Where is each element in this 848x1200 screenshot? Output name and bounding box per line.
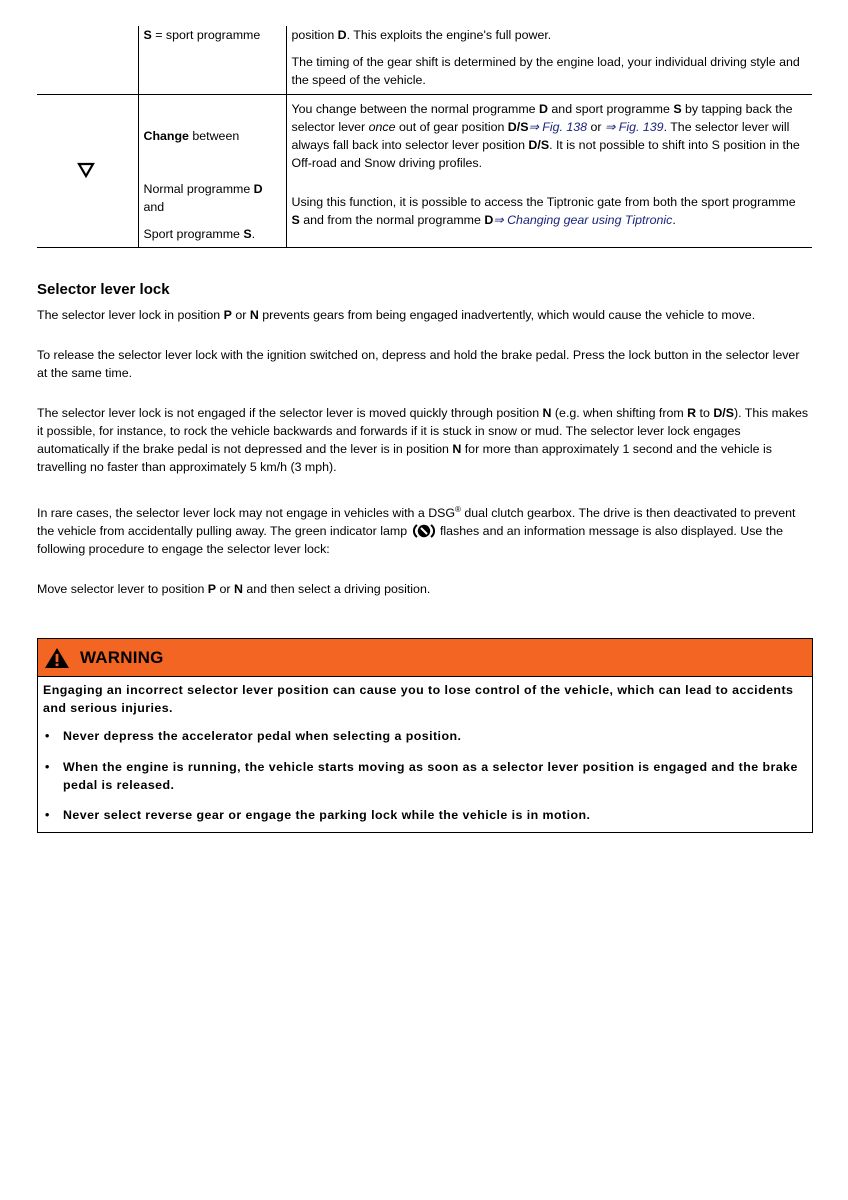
warning-header [38,639,812,677]
warning-intro: Engaging an incorrect selector lever position can cause you to lose control of the vehicle, which can lead to accidents and serious injuries. [43,683,794,715]
selector-lock-indicator-icon [413,522,435,540]
gear-programme-table [37,26,812,248]
change-programme-cell: Change between Normal programme D and Sport programme S. [138,95,286,248]
tiptronic-link[interactable]: ⇒ Changing gear using Tiptronic [493,213,673,227]
change-programme-description: You change between the normal programme D and sport programme S by tapping back the selector lever once out of gear position D/S⇒ Fig. 138 or ⇒ Fig. 139. The selector lever will always fall back into selector lever position D/S. It is not possible to shift into S position in the Off-road and Snow driving profiles. Using this function, it is possible to access the Tiptronic gate from both the sport programme S and from the normal programme D⇒ Changing gear using Tiptronic. [286,95,812,248]
paragraph: In rare cases, the selector lever lock may not engage in vehicles with a DSG® dual clutch gearbox. The drive is then deactivated to prevent the vehicle from accidentally pulling away. The green indicator lamp flashes and an information message is also displayed. Use the following procedure to engage the selector lever lock: [37,505,796,557]
warning-box [37,638,813,833]
warning-title: WARNING [80,647,164,667]
table-row [37,26,812,95]
warning-triangle-icon [44,647,70,669]
icon-cell [37,95,138,248]
list-item: • Never select reverse gear or engage the parking lock while the vehicle is in motion. [43,806,806,824]
table-row [37,95,812,248]
list-item: • When the engine is running, the vehicle starts moving as soon as a selector lever position is engaged and the brake pedal is released. [43,758,806,794]
sport-programme-cell: S = sport programme [138,26,286,95]
document-page [37,26,813,597]
sport-programme-description: position D. This exploits the engine's full power. The timing of the gear shift is determined by the engine load, your individual driving style and the speed of the vehicle. [286,26,812,95]
fig-139-link[interactable]: ⇒ Fig. 139 [604,120,664,134]
section-heading: Selector lever lock [37,281,170,298]
paragraph: The selector lever lock in position P or N prevents gears from being engaged inadvertently, which would cause the vehicle to move. [37,308,756,322]
paragraph: Move selector lever to position P or N and then select a driving position. [37,582,431,597]
fig-138-link[interactable]: ⇒ Fig. 138 [528,120,588,134]
list-item: • Never depress the accelerator pedal when selecting a position. [43,727,806,745]
paragraph: The selector lever lock is not engaged if the selector lever is moved quickly through position N (e.g. when shifting from R to D/S). This makes it possible, for instance, to rock the vehicle backwards and forwards if it is stuck in snow or mud. The selector lever lock engages automatically if the brake pedal is not depressed and the lever is in position N for more than approximately 1 second and the vehicle is travelling no faster than approximately 5 km/h (3 mph). [37,406,809,474]
down-triangle-icon [77,162,95,178]
paragraph: To release the selector lever lock with the ignition switched on, depress and hold the brake pedal. Press the lock button in the selector lever at the same time. [37,348,800,380]
warning-list [43,727,806,824]
selector-lever-lock-section [37,281,813,598]
warning-body [38,677,812,832]
